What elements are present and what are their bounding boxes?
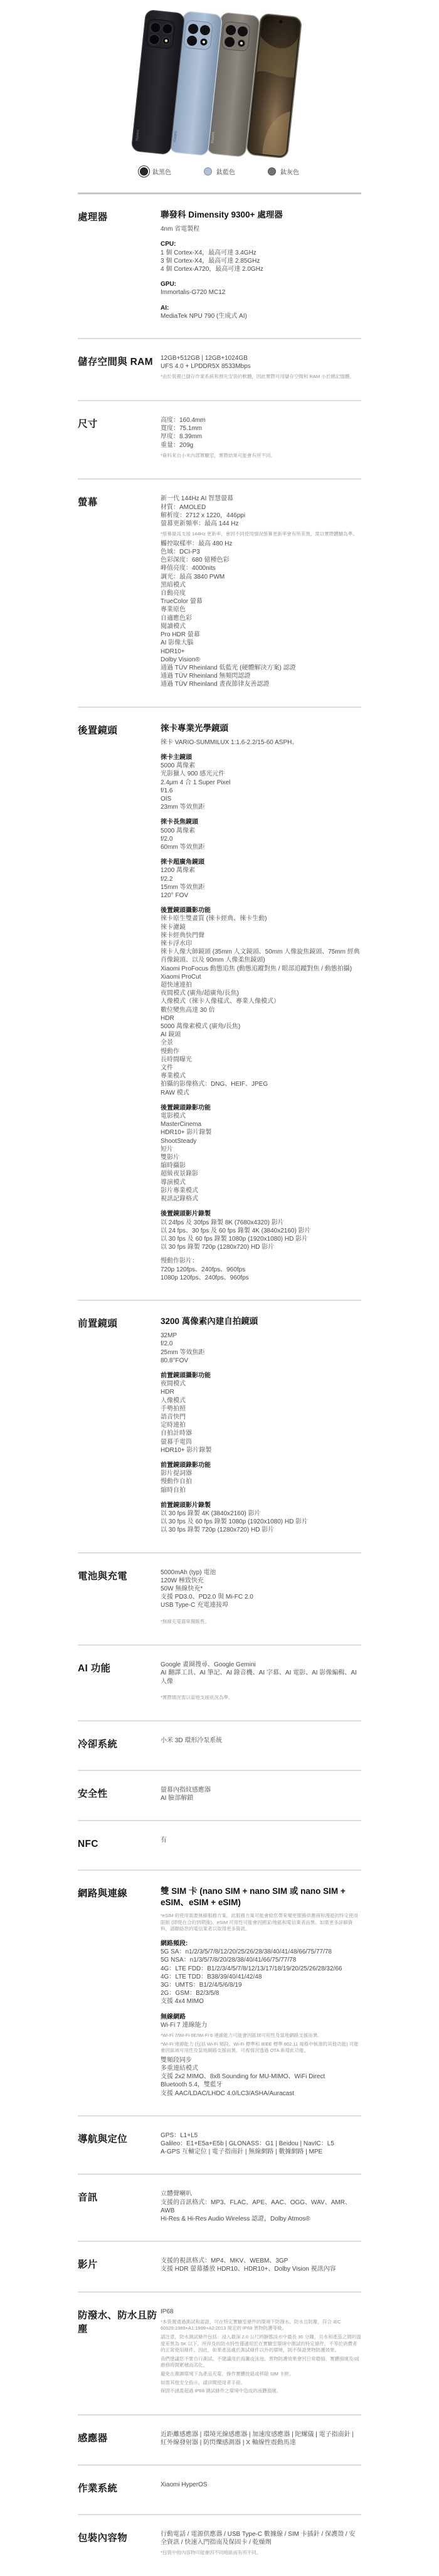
section-label: 導航與定位	[78, 2133, 128, 2145]
section-body	[161, 2132, 361, 2157]
spec-line: 50W 無線快充*	[161, 1585, 203, 1593]
spec-line: 以 30 fps 錄製 720p (1280x720) HD 影片	[161, 1527, 275, 1534]
spec-title: 聯發科 Dimensity 9300+ 處理器	[161, 210, 283, 219]
spec-line: 以 30 fps 及 60 fps 錄製 1080p (1920x1080) HD 影片	[161, 1235, 309, 1243]
section-body	[161, 1737, 361, 1752]
spec-line: 影片專業模式	[161, 1187, 198, 1194]
section-label: 後置鏡頭	[78, 725, 118, 736]
section-label: 作業系統	[78, 2483, 118, 2495]
spec-line: 人像模式（徠卡人像樣式、專業人像模式）	[161, 998, 280, 1006]
color-label: 鈦黑色	[152, 169, 171, 176]
spec-line: AI 影像大腦	[161, 639, 194, 647]
spec-title: 3200 萬像素內建自拍鏡頭	[161, 1316, 258, 1326]
spec-line: 新一代 144Hz AI 智慧螢幕	[161, 495, 234, 503]
section-body	[161, 723, 361, 1282]
spec-gap	[161, 1686, 361, 1691]
spec-line: 60mm 等效焦距	[161, 843, 205, 851]
section-row	[78, 1646, 361, 1722]
spec-line: 小米 3D 環形冷泵系統	[161, 1737, 223, 1745]
spec-line: 厚度：8.39mm	[161, 433, 203, 441]
spec-line: HDR10+	[161, 648, 185, 655]
spec-line: 徠卡濾鏡	[161, 923, 186, 931]
spec-line: HDR	[161, 1389, 174, 1396]
spec-line: 電影模式	[161, 1113, 186, 1120]
section-row	[78, 2293, 361, 2416]
spec-line: 以 24fps 及 30fps 錄製 8K (7680x4320) 影片	[161, 1219, 284, 1226]
spec-line: 徠卡經典快門聲	[161, 932, 204, 939]
spec-line: 23mm 等效焦距	[161, 804, 205, 811]
color-option-titanium-blue[interactable]	[204, 167, 235, 176]
section-label: 安全性	[78, 1788, 108, 1799]
section-row	[78, 1821, 361, 1870]
spec-line: MediaTek NPU 790 (生成式 AI)	[161, 312, 247, 320]
section-row	[78, 1553, 361, 1646]
section-row	[78, 708, 361, 1301]
spec-line: 通過 TÜV Rheinland 無頻閃認證	[161, 673, 251, 680]
spec-line: 32MP	[161, 1332, 177, 1340]
spec-note: 我們建議您不要自行測試。不建議用於海灘或泳池。異物防護效果會因日常磨損、實體損壞及/或維修時間累積而劣化。	[161, 2355, 360, 2368]
section-row	[78, 1771, 361, 1821]
section-label: 尺寸	[78, 419, 98, 430]
spec-line: 影片提詞器	[161, 1470, 192, 1478]
spec-line: 通過 TÜV Rheinland 晝夜節律友善認證	[161, 681, 270, 688]
section-body	[161, 2431, 361, 2447]
spec-line: 全景	[161, 1039, 173, 1047]
spec-note: 如需其他安全指示，請詳閱使用者手冊。	[161, 2379, 245, 2385]
spec-line: 近距離感應器 | 環境光線感應器 | 加速度感應器 | 陀螺儀 | 電子指南針 | 紅外線發射器 | 防閃爍感測器 | X 軸線性震動馬達	[161, 2431, 354, 2446]
color-label: 鈦藍色	[216, 169, 235, 176]
spec-line: 5000mAh (typ) 電池	[161, 1569, 216, 1576]
spec-line: 夜間模式 (廣角/超廣角/長焦)	[161, 990, 239, 997]
spec-line: ShootSteady	[161, 1137, 197, 1145]
section-body	[161, 1661, 361, 1703]
section-label: 防潑水、防水且防塵	[78, 2310, 157, 2335]
spec-line: 以 30 fps 錄製 720p (1280x720) HD 影片	[161, 1244, 275, 1251]
spec-line: f/2.2	[161, 875, 173, 883]
spec-line: AI 臉部解鎖	[161, 1795, 194, 1802]
section-row	[78, 339, 361, 401]
section-body	[161, 1569, 361, 1627]
section-label: 電池與充電	[78, 1570, 128, 1582]
spec-note: *eSIM 的使用需要無線服務方案。此服務方案可能會給您帶來變更服務供應商和漫遊的特定使用限制 (即使在合約到期後)。eSIM 可用性可能會因國家/地區和電信業者而異。如需更多詳細資料，請聯絡您的電信業者以取得更多資訊。	[161, 1913, 359, 1932]
spec-line: 人像模式	[161, 1397, 186, 1404]
spec-line: 3 個 Cortex-X4，最高可達 2.85GHz	[161, 257, 260, 265]
section-row	[78, 2175, 361, 2242]
spec-line: 80.8°FOV	[161, 1357, 189, 1364]
spec-line: 以 30 fps 及 60 fps 錄製 1080p (1920x1080) HD 影片	[161, 1518, 309, 1526]
spec-line: 支援 4x4 MIMO	[161, 1998, 204, 2006]
spec-line: 導演模式	[161, 1179, 186, 1186]
spec-sub: 後置鏡頭錄影功能	[161, 1104, 211, 1112]
section-row	[78, 1722, 361, 1770]
spec-note: *資料來自小米內部實驗室，實際結果可能會有所不同。	[161, 452, 275, 458]
spec-line: 以 24 fps、30 fps 及 60 fps 錄製 4K (3840x2160) 影片	[161, 1227, 311, 1234]
spec-line: 支援 AAC/LDAC/LHDC 4.0/LC3/ASHA/Auracast	[161, 2090, 294, 2097]
spec-sections	[78, 194, 361, 2576]
spec-line: 色彩深度：680 億種色彩	[161, 557, 230, 564]
section-label: 影片	[78, 2259, 98, 2271]
spec-line: 視訊記錄格式	[161, 1196, 198, 1203]
section-label: 包裝內容物	[78, 2532, 128, 2543]
spec-title: 徠卡專業光學鏡頭	[161, 723, 228, 733]
spec-line: 慢動作	[161, 1048, 179, 1055]
section-row	[78, 194, 361, 339]
spec-sub: 網路頻段:	[161, 1940, 188, 1947]
spec-line: 色域：DCI-P3	[161, 549, 200, 556]
section-body	[161, 2530, 361, 2558]
spec-line: 夜間模式	[161, 1380, 186, 1388]
spec-note: *Wi-Fi 連線能力 (包括 Wi-Fi 頻段、Wi-Fi 標準和 IEEE 標準 802.11 規格中核准的其他功能) 可能會因區域可用性及當地網路支援而異。可視情況透過 OTA 新增此功能。	[161, 2041, 359, 2054]
spec-line: 2G：GSM：B2/3/5/8	[161, 1990, 220, 1997]
spec-line: 多重連結模式	[161, 2065, 198, 2072]
spec-line: HDR10+ 影片錄製	[161, 1129, 212, 1137]
color-swatch-titanium-gray	[268, 167, 276, 176]
spec-line: 定時連拍	[161, 1422, 186, 1429]
spec-note: 請注意，防水測試條件包括：浸入最深 2.0 公尺的靜態淡水中最長 30 分鐘，且水和產品之間的溫度差異為 5K 以下。所涉及的防水特性僅適用於在實驗室環境中測試的特定條件，不等於消費者的正常使用條件。因此，如果產品處於測試條件以外的環境，則不保證異物防護效果。	[161, 2334, 361, 2353]
spec-line: 1080p 120fps、240fps、960fps	[161, 1274, 249, 1281]
spec-gap	[161, 1610, 361, 1616]
section-body	[161, 1886, 361, 2098]
spec-note: *由於裝置已儲存作業系統和預先安裝的軟體，因此實際可用儲存空間和 RAM 小於總記憶體。	[161, 374, 354, 380]
spec-line: 12GB+512GB | 12GB+1024GB	[161, 355, 248, 362]
spec-line: 螢幕內指紋感應器	[161, 1786, 211, 1794]
spec-line: 5G SA：n1/2/3/5/7/8/12/20/25/26/28/38/40/41/48/66/75/77/78	[161, 1948, 332, 1956]
spec-line: AI 翻譯工具、AI 筆記、AI 錄音機、AI 字幕、AI 電影、AI 影像編輯、AI 人像	[161, 1669, 357, 1685]
section-body	[161, 2308, 361, 2397]
color-option-titanium-black[interactable]	[140, 167, 171, 176]
spec-line: 立體聲喇叭	[161, 2190, 192, 2198]
spec-line: f/2.0	[161, 1340, 173, 1348]
spec-line: HDR	[161, 1014, 174, 1022]
spec-line: 手勢拍照	[161, 1405, 186, 1412]
spec-line: GPS：L1+L5	[161, 2132, 198, 2139]
section-body	[161, 209, 361, 320]
spec-line: 超級夜景錄影	[161, 1170, 198, 1178]
spec-line: OIS	[161, 795, 172, 802]
section-body	[161, 1316, 361, 1535]
section-label: 冷卻系統	[78, 1739, 118, 1750]
spec-line: 雙頻段同步	[161, 2056, 192, 2064]
color-label: 鈦灰色	[280, 169, 299, 176]
spec-line: 4G：LTE TDD：B38/39/40/41/42/48	[161, 1973, 262, 1980]
spec-line: 拍攝的影像格式：DNG、HEIF、JPEG	[161, 1081, 268, 1088]
spec-line: 縮時自拍	[161, 1486, 186, 1494]
spec-line: 寬度：75.1mm	[161, 425, 203, 433]
phones-illustration	[0, 0, 439, 158]
spec-line: 觸控取樣率：最高 480 Hz	[161, 540, 233, 547]
spec-line: 120° FOV	[161, 891, 189, 899]
spec-line: Pro HDR 螢幕	[161, 631, 200, 639]
spec-sub: AI:	[161, 304, 169, 312]
svg-text:Xiaomi: Xiaomi	[173, 130, 178, 143]
spec-note: *包裝中的內容物可能會因不同地區而有所不同。	[161, 2550, 262, 2556]
spec-sub: 徠卡超廣角鏡頭	[161, 859, 204, 866]
spec-line: 5000 萬像素模式 (廣角/長焦)	[161, 1023, 241, 1031]
spec-line: Google 畫圈搜尋、Google Gemini	[161, 1661, 256, 1669]
spec-sub: 前置鏡頭錄影功能	[161, 1461, 211, 1469]
spec-line: IP68	[161, 2308, 174, 2315]
spec-note: *螢幕最高支援 144Hz 更新率，會因不同使用情況螢幕更新率會有所差異，需以實際體驗為準。	[161, 531, 357, 537]
spec-line: 文件	[161, 1065, 173, 1072]
spec-line: Wi-Fi 7 連線能力	[161, 2021, 208, 2029]
spec-line: 支援 2x2 MIMO、8x8 Sounding for MU-MIMO、WiFi Direct	[161, 2073, 325, 2081]
spec-sub: 前置鏡頭攝影功能	[161, 1372, 211, 1379]
spec-line: A-GPS 互輔定位 | 電子指南針 | 無線網路 | 數據網路 | MPE	[161, 2148, 323, 2156]
spec-line: 4G：LTE FDD：B1/2/3/4/5/7/8/12/13/17/18/19/20/25/26/28/32/66	[161, 1965, 342, 1972]
color-swatch-titanium-blue	[204, 167, 212, 176]
spec-line: 語音快門	[161, 1413, 186, 1421]
spec-line: 雙影片	[161, 1154, 179, 1162]
section-label: 螢幕	[78, 497, 98, 508]
svg-text:Xiaomi: Xiaomi	[211, 132, 216, 144]
spec-sub: 無線網路	[161, 2013, 186, 2021]
spec-note: *無線充電器單獨販售。	[161, 1618, 209, 1624]
section-row	[78, 2116, 361, 2175]
spec-line: 自動亮度	[161, 590, 186, 597]
spec-line: 4nm 省電製程	[161, 226, 200, 233]
spec-line: 5000 萬像素	[161, 762, 196, 770]
spec-line: MasterCinema	[161, 1121, 202, 1128]
spec-line: Bluetooth 5.4，雙藍牙	[161, 2081, 223, 2089]
section-body	[161, 1786, 361, 1802]
section-label: 處理器	[78, 212, 108, 223]
spec-line: 短片	[161, 1145, 173, 1153]
spec-line: 3G：UMTS：B1/2/4/5/6/8/19	[161, 1982, 242, 1989]
spec-line: 徠卡原生雙畫質 (徠卡經典、徠卡生動)	[161, 915, 267, 923]
section-body	[161, 2481, 361, 2496]
spec-sub: 後置鏡頭攝影功能	[161, 907, 211, 915]
spec-line: 自拍計時器	[161, 1430, 192, 1438]
section-row	[78, 2515, 361, 2576]
section-label: 網路與連線	[78, 1888, 128, 1899]
spec-line: 峰值亮度：4000nits	[161, 565, 216, 572]
section-label: 前置鏡頭	[78, 1318, 118, 1329]
spec-line: 25mm 等效焦距	[161, 1348, 205, 1356]
section-label: 音訊	[78, 2192, 98, 2204]
color-option-titanium-gray[interactable]	[268, 167, 299, 176]
spec-line: 720p 120fps、240fps、960fps	[161, 1266, 246, 1273]
section-label: 儲存空間與 RAM	[78, 357, 153, 368]
section-row	[78, 2242, 361, 2292]
spec-line: 徠卡 VARIO-SUMMILUX 1:1.6-2.2/15-60 ASPH。	[161, 739, 299, 746]
spec-line: 4 個 Cortex-A720，最高可達 2.0GHz	[161, 266, 263, 273]
spec-line: f/2.0	[161, 835, 173, 843]
spec-line: Xiaomi ProCut	[161, 973, 201, 980]
section-body	[161, 416, 361, 461]
spec-line: UFS 4.0 + LPDDR5X 8533Mbps	[161, 363, 251, 371]
spec-line: 螢幕更新頻率：最高 144 Hz	[161, 520, 239, 528]
spec-line: 以 30 fps 錄製 4K (3840x2160) 影片	[161, 1510, 261, 1517]
spec-line: 15mm 等效焦距	[161, 883, 205, 891]
spec-line: 慢動作自拍	[161, 1478, 192, 1486]
spec-line: Immortalis-G720 MC12	[161, 289, 226, 297]
spec-line: 高度：160.4mm	[161, 417, 206, 424]
spec-line: 行動電話 / 電源供應器 / USB Type-C 數據線 / SIM 卡插針 / 保護殼 / 安全資訊 / 快速入門指南及保固卡 / 乾燥劑	[161, 2530, 356, 2546]
spec-line: 支援的視訊格式：MP4、MKV、WEBM、3GP	[161, 2258, 288, 2265]
spec-line: 有	[161, 1837, 167, 1844]
spec-line: 縮時攝影	[161, 1162, 186, 1170]
spec-note: 避免在潮濕環境下為產品充電、操作實體按鈕或移除 SIM 卡匣。	[161, 2371, 294, 2377]
spec-sub: 前置鏡頭影片錄製	[161, 1501, 211, 1509]
spec-line: 重量：209g	[161, 441, 194, 449]
section-row	[78, 2416, 361, 2466]
spec-line: RAW 模式	[161, 1089, 189, 1096]
spec-sub: GPU:	[161, 281, 176, 288]
spec-line: 專業原色	[161, 606, 186, 614]
spec-line: AI 鏡頭	[161, 1031, 181, 1039]
spec-gap	[161, 1251, 361, 1257]
section-body	[161, 2257, 361, 2273]
section-label: 感應器	[78, 2432, 108, 2444]
section-body	[161, 354, 361, 382]
spec-note: *實際情況需以當地支援狀況為準。	[161, 1694, 233, 1700]
spec-sub: 徠卡主鏡頭	[161, 754, 192, 761]
spec-line: 慢動作影片：	[161, 1258, 198, 1265]
spec-line: TrueColor 螢幕	[161, 598, 203, 606]
spec-line: 通過 TÜV Rheinland 低藍光 (硬體解決方案) 認證	[161, 664, 296, 671]
spec-note: *本裝置通過測試和認證，可在特定實驗室條件的環境下防潑水、防水且防塵，符合 IEC 60529:1989+A1:1999+A2:2013 規定的 IP68 異物防護等級。	[161, 2318, 341, 2332]
spec-line: Xiaomi HyperOS	[161, 2481, 208, 2489]
spec-line: 支援 PD3.0、PD2.0 與 Mi-FC 2.0	[161, 1594, 253, 1601]
spec-line: 專業模式	[161, 1073, 186, 1080]
spec-line: 支援的音訊格式：MP3、FLAC、APE、AAC、OGG、WAV、AMR、AWB	[161, 2199, 351, 2214]
hero-image	[0, 0, 439, 158]
color-selector	[0, 167, 439, 176]
spec-line: Hi-Res & Hi-Res Audio Wireless 認證，Dolby Atmos®	[161, 2216, 310, 2223]
section-row	[78, 480, 361, 707]
spec-line: 材質：AMOLED	[161, 503, 206, 511]
spec-line: 閱讀模式	[161, 623, 186, 630]
spec-line: f/1.6	[161, 787, 173, 794]
spec-line: 自適應色彩	[161, 614, 192, 622]
section-body	[161, 2190, 361, 2223]
spec-line: Dolby Vision®	[161, 656, 200, 663]
spec-line: 超快速連拍	[161, 982, 192, 989]
spec-line: 數位變焦高達 30 倍	[161, 1006, 215, 1014]
section-row	[78, 1871, 361, 2116]
spec-line: 1 個 Cortex-X4，最高可達 3.4GHz	[161, 249, 257, 256]
svg-text:Xiaomi: Xiaomi	[135, 129, 140, 142]
section-body	[161, 1836, 361, 1851]
section-body	[161, 495, 361, 688]
spec-note: *Wi-Fi 7/Wi-Fi 6E/Wi-Fi 6 連線能力可能會因區域可用性及當地網路支援而異。	[161, 2032, 322, 2039]
spec-line: USB Type-C 充電連接埠	[161, 1602, 229, 1609]
spec-line: 120W 極致快充	[161, 1577, 204, 1584]
spec-line: 5000 萬像素	[161, 827, 196, 834]
color-swatch-titanium-black	[140, 167, 148, 176]
section-label: NFC	[78, 1839, 98, 1850]
spec-line: 光影獵人 900 感光元件	[161, 770, 225, 778]
spec-line: 黑暗模式	[161, 581, 186, 589]
section-row	[78, 401, 361, 480]
section-row	[78, 2466, 361, 2515]
section-row	[78, 1301, 361, 1553]
spec-line: 解析度：2712 x 1220，446ppi	[161, 512, 246, 519]
spec-line: 徠卡浮水印	[161, 940, 192, 947]
spec-line: HDR10+ 影片錄製	[161, 1446, 212, 1454]
spec-line: Xiaomi ProFocus 動態追焦 (動態追蹤對焦 / 眼部追蹤對焦 / 動態拍攝)	[161, 965, 352, 972]
spec-line: 螢幕手電筒	[161, 1438, 192, 1446]
spec-line: 支援 HDR 螢幕播放 HDR10、HDR10+、Dolby Vision 視訊內容	[161, 2266, 336, 2273]
spec-line: 1200 萬像素	[161, 867, 196, 875]
spec-line: 2.4μm 4 合 1 Super Pixel	[161, 779, 231, 786]
spec-sub: 後置鏡頭影片錄製	[161, 1211, 211, 1218]
spec-line: 調光：最高 3840 PWM	[161, 573, 225, 581]
section-label: AI 功能	[78, 1663, 111, 1674]
spec-line: Galileo：E1+E5a+E5b | GLONASS：G1 | Beidou | NavIC：L5	[161, 2140, 334, 2148]
spec-title: 雙 SIM 卡 (nano SIM + nano SIM 或 nano SIM + eSIM、eSIM + eSIM)	[161, 1886, 346, 1907]
spec-line: 5G NSA：n1/3/5/7/8/20/28/38/40/41/66/75/77/78	[161, 1957, 297, 1964]
spec-sub: 徠卡長焦鏡頭	[161, 819, 198, 826]
spec-note: 保固不涵蓋超過 IP68 測試條件之環境中造成的液體損壞。	[161, 2388, 282, 2394]
spec-sub: CPU:	[161, 241, 176, 248]
spec-line: 徠卡人像大師鏡頭 (35mm 人文鏡頭、50mm 人像旋焦鏡頭、75mm 經典肖像鏡頭、以及 90mm 人像柔焦鏡頭)	[161, 949, 360, 964]
spec-line: 長時間曝光	[161, 1056, 192, 1063]
